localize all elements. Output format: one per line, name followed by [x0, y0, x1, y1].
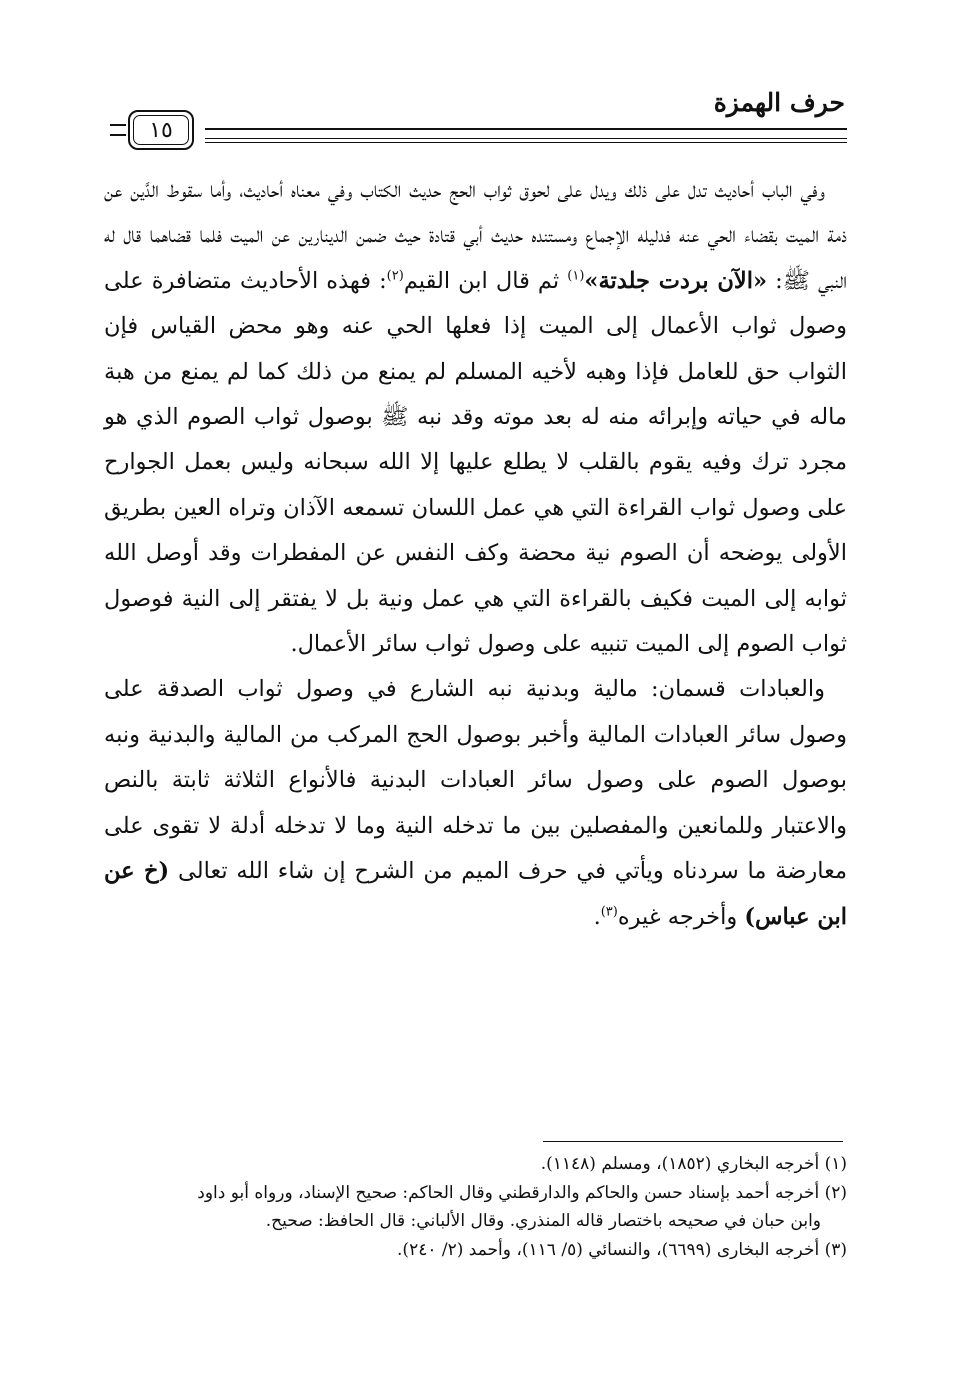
- hadith-source: (خ عن ابن عباس): [104, 858, 847, 930]
- page-number-box: [128, 110, 194, 150]
- chapter-title: حرف الهمزة: [713, 88, 845, 117]
- paragraph-2-text-a: والعبادات قسمان: مالية وبدنية نبه الشارع في وصول ثواب الصدقة على وصول سائر العبادات المالية وأخبر بوصول الحج المركب من المالية والبدنية ونبه بوصول الصوم على وصول سائر العبادات البدنية فالأنواع الثلاثة ثابتة بالنص والاعتبار وللمانعين والمفصلين بين ما تدخله النية وما لا تدخله أدلة لا تقوى على معارضة ما سردناه ويأتي في حرف الميم من الشرح إن شاء الله تعالى: [104, 676, 847, 885]
- footnote-3: (٣) أخرجه البخارى (٦٦٩٩)، والنسائي (٥/ ١١٦)، وأحمد (٢/ ٢٤٠).: [397, 1239, 847, 1260]
- page-number: ١٥: [149, 117, 173, 143]
- footnote-ref-2: (٢): [386, 268, 404, 284]
- footnote-ref-3: (٣): [600, 904, 618, 919]
- footnote-ref-1: (١): [567, 268, 585, 284]
- footnote-1: (١) أخرجه البخاري (١٨٥٢)، ومسلم (١١٤٨).: [540, 1154, 847, 1174]
- paragraph-1: [104, 168, 847, 667]
- paragraph-1-text-c: : فهذه الأحاديث متضافرة على وصول ثواب الأعمال إلى الميت إذا فعلها الحي عنه وهو محض القياس فإن الثواب حق للعامل فإذا وهبه لأخيه المسلم لم يمنع من ذلك كما لم يمنع من هبة ماله في حياته وإبرائه منه له بعد موته وقد نبه ﷺ بوصول ثواب الصوم الذي هو مجرد ترك وفيه يقوم بالقلب لا يطلع عليها إلا الله سبحانه وليس بعمل الجوارح على وصول ثواب القراءة التي هي عمل اللسان تسمعه الآذان وتراه العين بطريق الأولى يوضحه أن الصوم نية محضة وكف النفس عن المفطرات وقد أوصل الله ثوابه إلى الميت فكيف بالقراءة التي هي عمل ونية بل لا يفتقر إلى النية فوصول ثواب الصوم إلى الميت تنبيه على وصول ثواب سائر الأعمال.: [104, 267, 847, 658]
- footnote-2: (٢) أخرجه أحمد بإسناد حسن والحاكم والدارقطني وقال الحاكم: صحيح الإسناد، ورواه أبو داود: [197, 1182, 847, 1203]
- footnote-2-continued: وابن حبان في صحيحه باختصار قاله المنذري. وقال الألباني: قال الحافظ: صحيح.: [265, 1211, 821, 1231]
- paragraph-1-text-b: ثم قال ابن القيم: [403, 267, 568, 294]
- paragraph-2-text-c: .: [593, 903, 601, 930]
- body-text: [104, 168, 847, 940]
- paragraph-2-text-b: وأخرجه غيره: [617, 903, 745, 930]
- hadith-quote: «الآن بردت جلدتة»: [584, 267, 768, 294]
- header-rule: [205, 128, 847, 139]
- footnotes: [104, 1150, 847, 1264]
- paragraph-1-text-a: وفي الباب أحاديث تدل على ذلك ويدل على لحوق ثواب الحج حديث الكتاب وفي معناه أحاديث، وأما سقوط الدَّين عن ذمة الميت بقضاء الحي عنه فدليله الإجماع ومستنده حديث أبي قتادة حيث ضمن الدينارين عن الميت فلما قضاهما قال له النبي ﷺ:: [104, 177, 847, 294]
- header-rule-cap: [110, 124, 126, 136]
- footnote-separator: [543, 1141, 843, 1142]
- header-rule-thin: [205, 142, 847, 143]
- paragraph-2: [104, 667, 847, 939]
